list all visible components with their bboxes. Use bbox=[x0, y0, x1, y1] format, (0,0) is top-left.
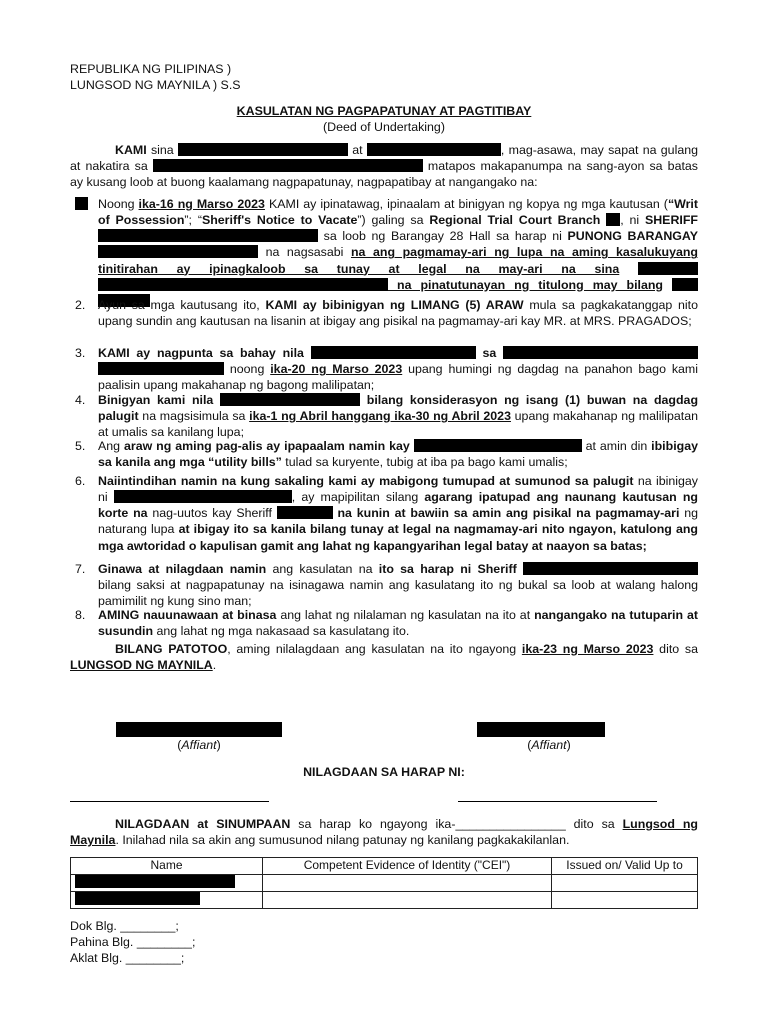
document-title bbox=[70, 103, 698, 135]
table-header: Competent Evidence of Identity ("CEI") bbox=[263, 858, 552, 875]
table-row bbox=[71, 875, 698, 892]
item-text: KAMI ay nagpunta sa bahay nila sa noong ika-20 ng Marso 2023 upang humingi ng dagdag na panahon bago kami paalisin upang makahanap ng bagong malilipatan; bbox=[98, 346, 698, 393]
table-cell bbox=[71, 875, 263, 892]
redaction bbox=[114, 490, 292, 503]
title-main: KASULATAN NG PAGPAPATUNAY AT PAGTITIBAY bbox=[236, 104, 532, 118]
pahina-blg: Pahina Blg. ________; bbox=[70, 935, 196, 950]
table-cell bbox=[552, 875, 698, 892]
header-republic bbox=[70, 61, 241, 93]
redaction bbox=[98, 245, 258, 258]
table-header: Name bbox=[71, 858, 263, 875]
table-cell bbox=[71, 892, 263, 909]
notary-register bbox=[70, 918, 195, 966]
table-cell bbox=[263, 875, 552, 892]
nilagdaan-harap-heading: NILAGDAAN SA HARAP NI: bbox=[303, 765, 465, 779]
redaction bbox=[414, 439, 582, 452]
list-item bbox=[70, 561, 698, 609]
item-number: 4. bbox=[75, 393, 86, 407]
redaction bbox=[98, 229, 318, 242]
intro-kami: KAMI bbox=[115, 143, 147, 157]
redaction bbox=[311, 346, 476, 359]
table-row bbox=[71, 892, 698, 909]
item-number bbox=[70, 196, 88, 212]
table-cell bbox=[263, 892, 552, 909]
witness-line-1 bbox=[70, 801, 269, 802]
redaction bbox=[367, 143, 501, 156]
table-header-row bbox=[71, 858, 698, 875]
jurat-paragraph: NILAGDAAN at SINUMPAAN sa harap ko ngayong ika-________________ dito sa Lungsod ng Maynila. Inilahad nila sa akin ang sumusunod nilang patunay ng kanilang pagkakakilanlan. bbox=[70, 817, 698, 848]
table-cell bbox=[552, 892, 698, 909]
list-item bbox=[70, 345, 698, 393]
affiant-label-2: (Affiant) bbox=[527, 738, 571, 752]
redaction bbox=[98, 278, 388, 291]
redaction bbox=[503, 346, 698, 359]
redaction bbox=[606, 213, 620, 226]
header-line-1: REPUBLIKA NG PILIPINAS ) bbox=[70, 62, 232, 76]
redaction bbox=[672, 278, 698, 291]
patotoo-paragraph: BILANG PATOTOO, aming nilalagdaan ang kasulatan na ito ngayong ika-23 ng Marso 2023 dito sa LUNGSOD NG MAYNILA. bbox=[70, 642, 698, 673]
item-text: Binigyan kami nila bilang konsiderasyon ng isang (1) buwan na dagdag palugit na magsisimula sa ika-1 ng Abril hanggang ika-30 ng Abril 2023 upang makahanap ng malilipatan at umalis sa kanilang lupa; bbox=[98, 393, 699, 440]
redaction bbox=[477, 722, 605, 736]
item-text: Ang araw ng aming pag-alis ay ipapaalam namin kay at amin din ibibigay sa kanila ang mga “utility bills” tulad sa kuryente, tubig at iba pa bago kami umalis; bbox=[98, 439, 698, 470]
item-text: AMING nauunawaan at binasa ang lahat ng nilalaman ng kasulatan na ito at nangangako na tutuparin at susundin ang lahat ng mga nakasaad sa kasulatang ito. bbox=[98, 608, 698, 639]
list-item bbox=[70, 438, 698, 470]
redaction bbox=[523, 562, 698, 575]
redaction bbox=[116, 722, 282, 736]
dok-blg: Dok Blg. ________; bbox=[70, 919, 179, 933]
list-item bbox=[70, 392, 698, 440]
redaction bbox=[75, 197, 88, 210]
redaction bbox=[638, 262, 698, 275]
item-text: Naiintindihan namin na kung sakaling kami ay mabigong tumupad at sumunod sa palugit na ibinigay ni , ay mapipilitan silang agarang ipatupad ang naunang kautusan ng korte na nag-uutos kay Sheriff na kunin at bawiin sa amin ang pisikal na pagmamay-ari ng naturang lupa at ibigay ito sa kanila bilang tunay at legal na nagmamay-ari nito ngayon, katulong ang mga awtoridad o kapulisan gamit ang lahat ng kapangyarihan legal batay at naayon sa batas; bbox=[98, 474, 699, 553]
list-item bbox=[70, 473, 698, 554]
item-number: 5. bbox=[75, 439, 86, 453]
affiant-label-1: (Affiant) bbox=[177, 738, 221, 752]
witness-line-2 bbox=[458, 801, 657, 802]
redaction bbox=[220, 393, 360, 406]
item-number: 3. bbox=[75, 346, 86, 360]
item-text: Ginawa at nilagdaan namin ang kasulatan na ito sa harap ni Sheriff bilang saksi at nagpapatunay na isinagawa namin ang kasulatang ito ng bukal sa loob at walang halong pamimilit ng kung sino man; bbox=[98, 562, 698, 609]
list-item bbox=[70, 297, 698, 329]
item-number: 7. bbox=[75, 562, 86, 576]
item-text: Noong ika-16 ng Marso 2023 KAMI ay ipinatawag, ipinaalam at binigyan ng kopya ng mga kautusan (“Writ of Possession”; “Sheriff's Notice to Vacate”) galing sa Regional Trial Court Branch , ni SHERIFF sa loob ng Barangay 28 Hall sa harap ni PUNONG BARANGAY na nagsasabi na ang pagmamay-ari ng lupa na aming kasalukuyang tinitirahan ay ipinagkaloob sa tunay at legal na may-ari na sina na pinatutunayan ng titulong may bilang bbox=[98, 196, 698, 309]
list-item bbox=[70, 196, 698, 309]
table-header: Issued on/ Valid Up to bbox=[552, 858, 698, 875]
redaction bbox=[277, 506, 333, 519]
redaction bbox=[178, 143, 348, 156]
redaction bbox=[153, 159, 423, 172]
item-number: 2. bbox=[75, 298, 86, 312]
aklat-blg: Aklat Blg. ________; bbox=[70, 951, 185, 966]
intro-paragraph: KAMI sina at , mag-asawa, may sapat na gulang at nakatira sa matapos makapanumpa na sang-ayon sa batas ay kusang loob at buong kaalamang nagpapatunay, nagpapatibay at nangangako na: bbox=[70, 143, 698, 190]
list-item bbox=[70, 607, 698, 639]
identity-table bbox=[70, 857, 698, 909]
item-number: 6. bbox=[75, 474, 86, 488]
redaction bbox=[75, 875, 235, 888]
title-sub: (Deed of Undertaking) bbox=[323, 120, 445, 135]
header-line-2: LUNGSOD NG MAYNILA ) S.S bbox=[70, 78, 241, 93]
redaction bbox=[75, 892, 200, 905]
item-number: 8. bbox=[75, 608, 86, 622]
item-text: Ayun sa mga kautusang ito, KAMI ay bibinigyan ng LIMANG (5) ARAW mula sa pagkakatanggap nito upang sundin ang kautusan na lisanin at ibigay ang pisikal na pagmamay-ari kay MR. at MRS. PRAGADOS; bbox=[98, 298, 699, 329]
redaction bbox=[98, 362, 224, 375]
